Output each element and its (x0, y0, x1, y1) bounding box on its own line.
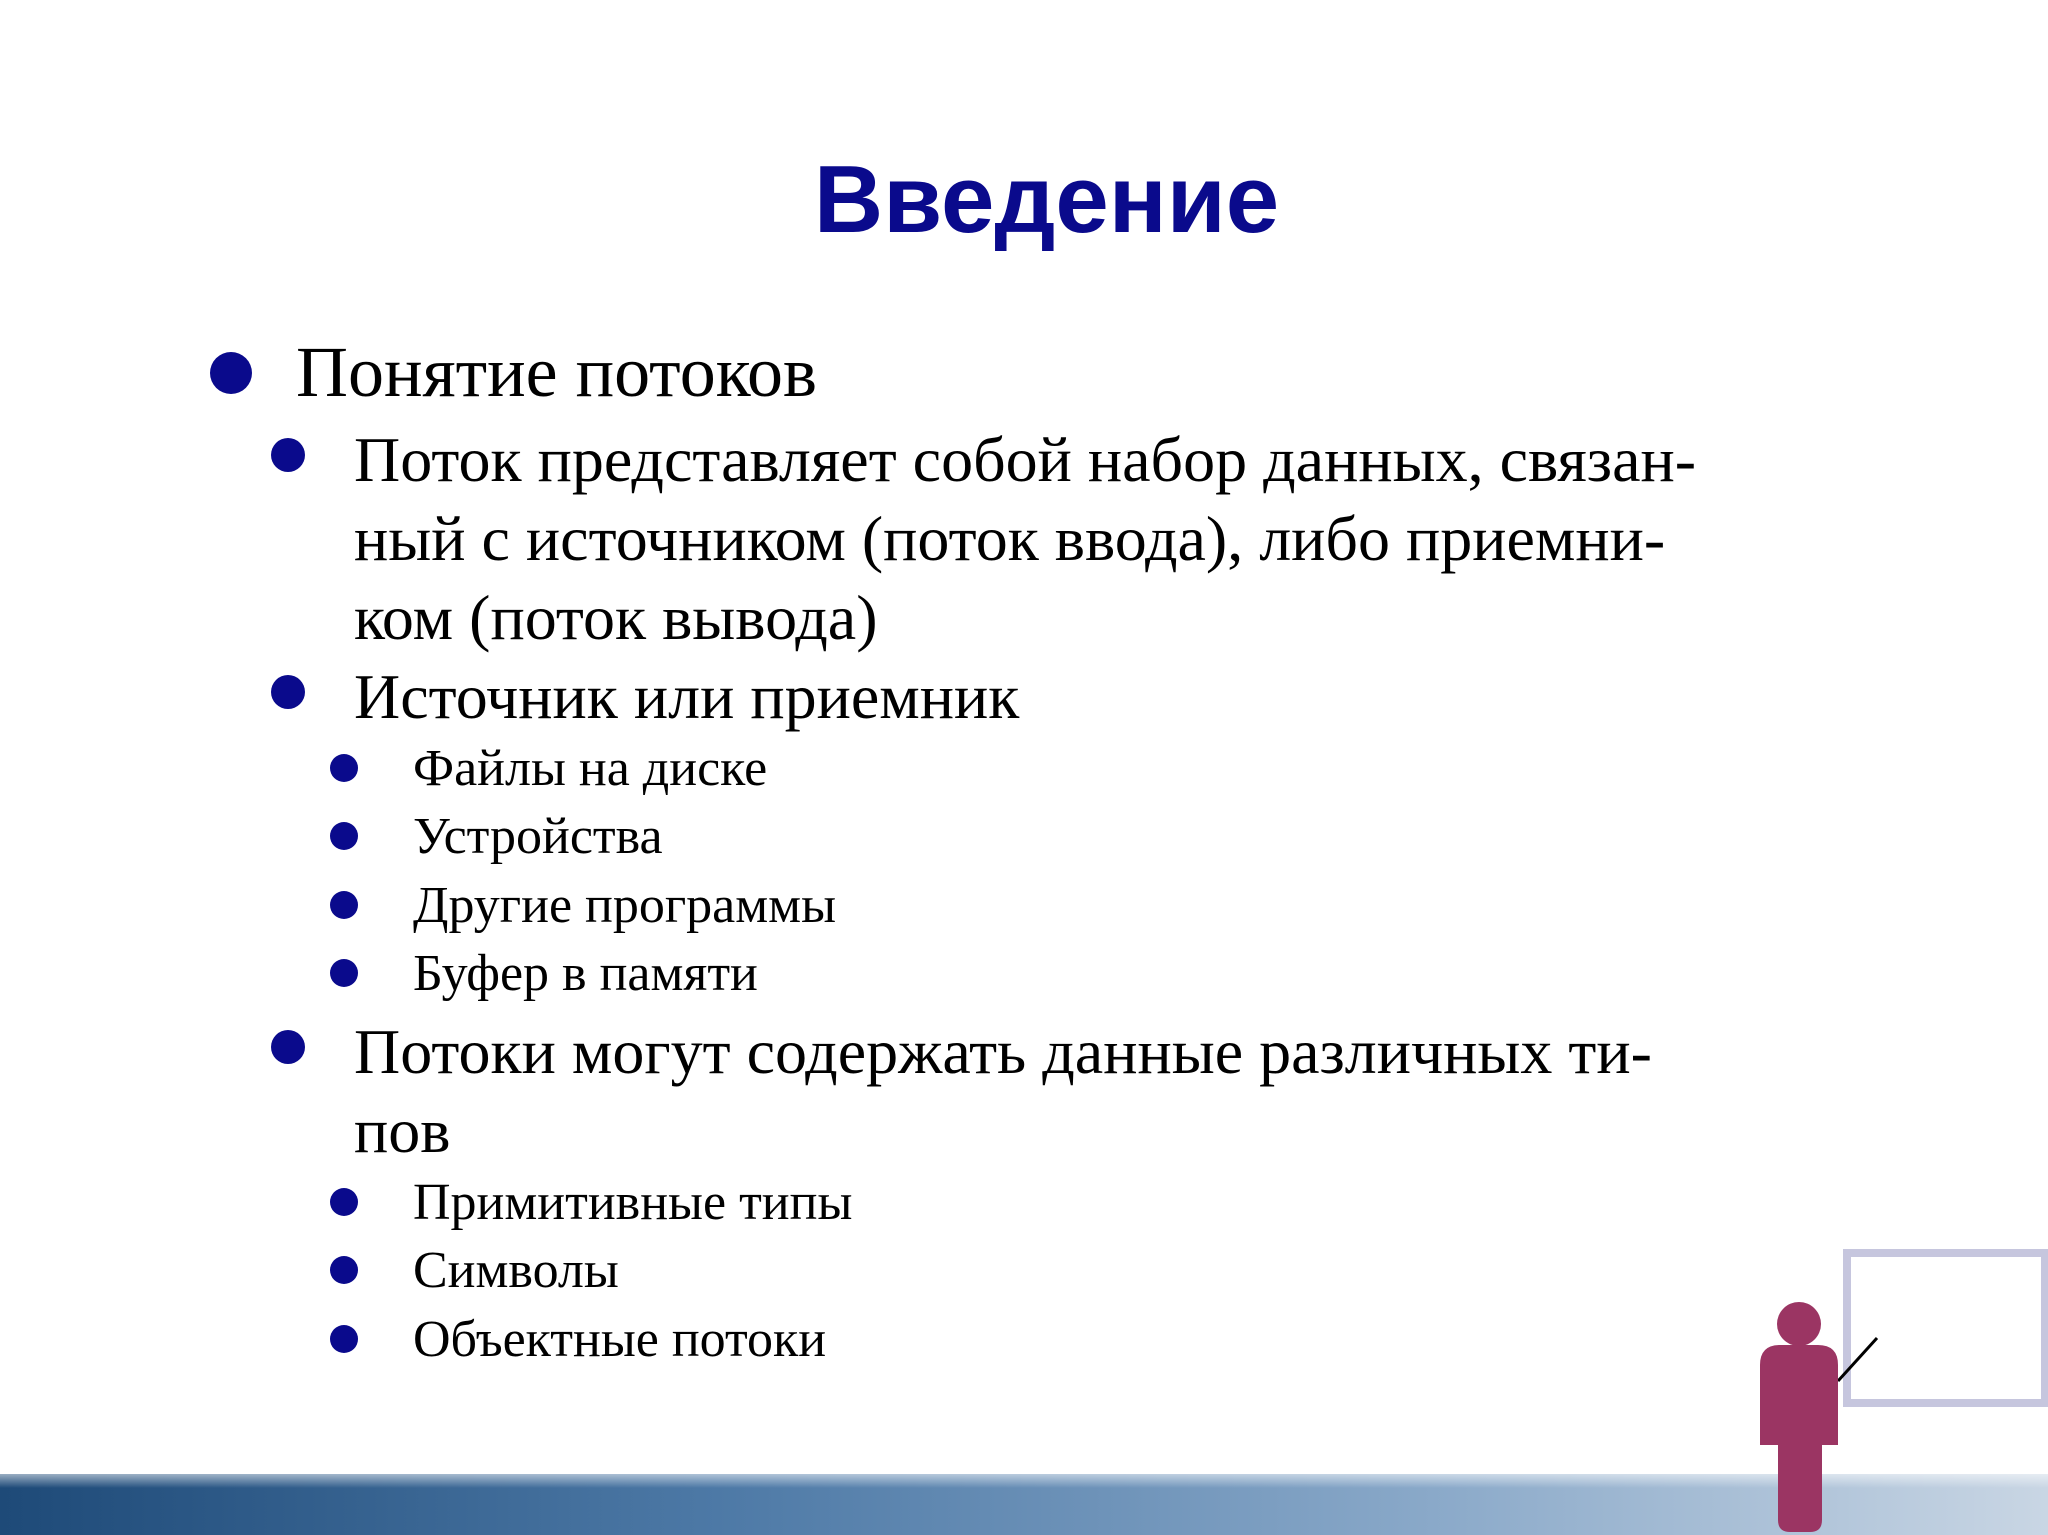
bullet-icon (330, 1325, 358, 1353)
bullet-icon (330, 754, 358, 782)
footer-gradient-band (0, 1474, 2048, 1535)
slide-title: Введение (813, 146, 1280, 253)
bullet-icon (330, 891, 358, 919)
bullet-item-memory-buffer (413, 943, 1913, 1005)
item-text: Объектные потоки (413, 1311, 827, 1368)
bullet-item-primitive-types (413, 1172, 1913, 1234)
item-text-line: Поток представляет собой набор данных, связан- (354, 424, 1697, 495)
bullet-item-source-or-sink (354, 657, 1914, 736)
bullet-icon (330, 959, 358, 987)
item-text: Файлы на диске (413, 740, 768, 797)
item-text: Символы (413, 1242, 619, 1299)
item-text: Понятие потоков (296, 332, 818, 412)
bullet-icon (271, 1030, 305, 1064)
item-text: Другие программы (413, 877, 837, 934)
item-text: Буфер в памяти (413, 945, 758, 1002)
item-text-line: ком (поток вывода) (354, 582, 878, 653)
item-text-line: пов (354, 1095, 451, 1166)
bullet-icon (330, 822, 358, 850)
bullet-icon (271, 438, 305, 472)
bullet-item-disk-files (413, 738, 1913, 800)
bullet-icon (330, 1256, 358, 1284)
bullet-item-data-types (354, 1012, 1914, 1170)
presenter-at-board-icon (1750, 1245, 2048, 1535)
bullet-item-devices (413, 806, 1913, 868)
bullet-item-object-streams (413, 1309, 1913, 1371)
bullet-item-streams-concept (296, 332, 1916, 412)
item-text-line: Потоки могут содержать данные различных ти- (354, 1016, 1652, 1087)
item-text: Примитивные типы (413, 1174, 853, 1231)
item-text: Устройства (413, 808, 663, 865)
item-text: Источник или приемник (354, 661, 1020, 732)
item-text-line: ный с источником (поток ввода), либо приемни- (354, 503, 1666, 574)
bullet-item-stream-definition (354, 420, 1914, 657)
bullet-icon (271, 675, 305, 709)
bullet-item-characters (413, 1240, 1913, 1302)
bullet-item-other-programs (413, 875, 1913, 937)
bullet-icon (210, 352, 252, 394)
bullet-icon (330, 1188, 358, 1216)
